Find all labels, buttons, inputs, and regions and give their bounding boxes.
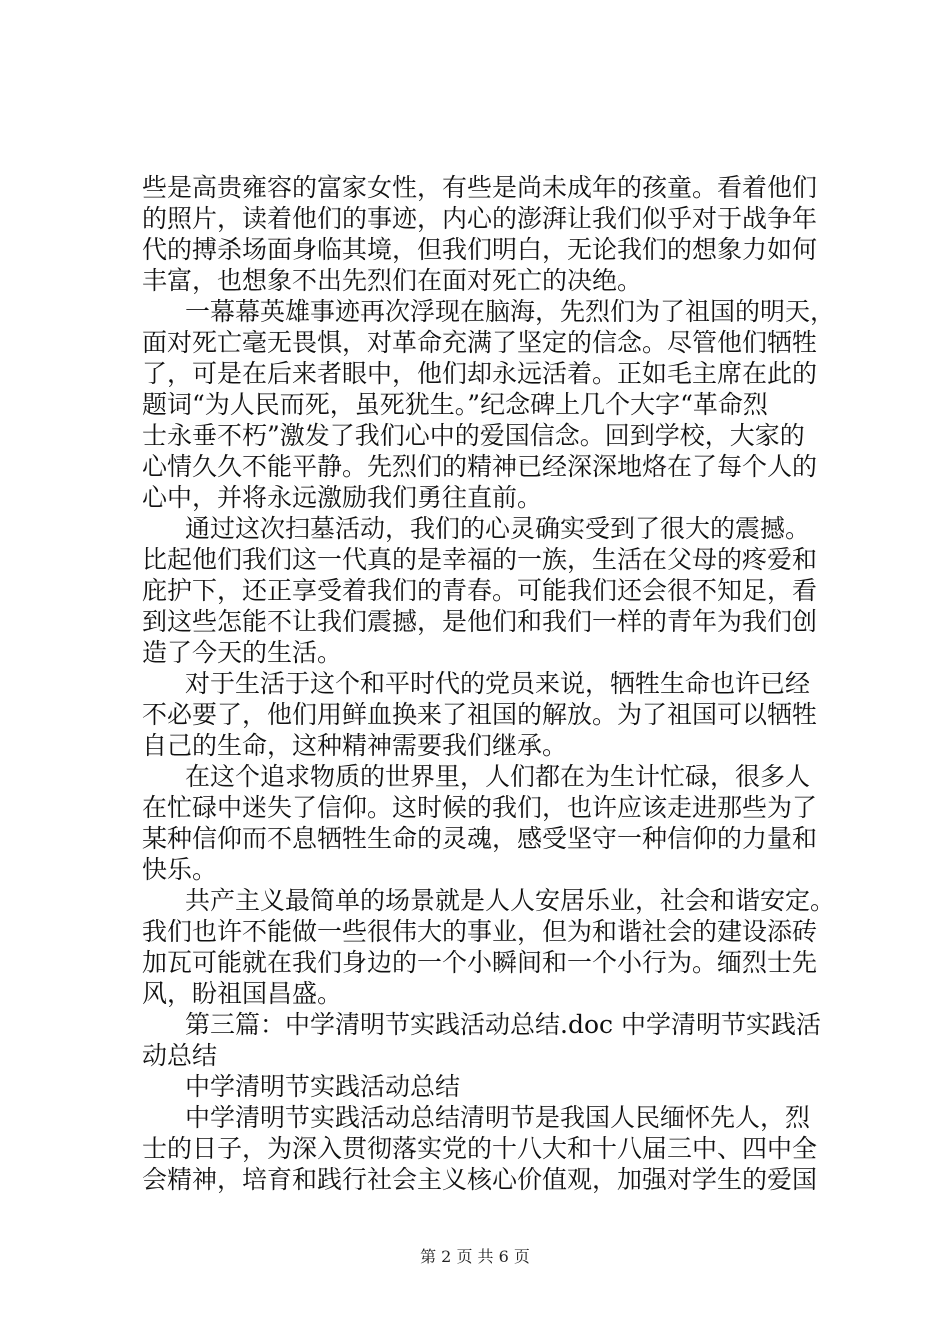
text-line: 了，可是在后来者眼中，他们却永远活着。正如毛主席在此的 — [142, 359, 818, 388]
text-line: 到这些怎能不让我们震撼，是他们和我们一样的青年为我们创 — [142, 607, 818, 636]
text-line: 庇护下，还正享受着我们的青春。可能我们还会很不知足，看 — [142, 576, 818, 605]
text-line: 共产主义最简单的场景就是人人安居乐业，社会和谐安定。 — [185, 886, 836, 915]
text-line: 第三篇：中学清明节实践活动总结.doc 中学清明节实践活 — [185, 1010, 821, 1039]
text-line: 题词“为人民而死，虽死犹生。”纪念碑上几个大字“革命烈 — [142, 390, 768, 419]
text-line: 快乐。 — [142, 855, 218, 884]
text-line: 会精神，培育和践行社会主义核心价值观，加强对学生的爱国 — [142, 1165, 818, 1194]
text-line: 动总结 — [142, 1041, 218, 1070]
text-line: 在这个追求物质的世界里，人们都在为生计忙碌，很多人 — [185, 762, 811, 791]
text-line: 加瓦可能就在我们身边的一个小瞬间和一个小行为。缅烈士先 — [142, 948, 818, 977]
text-line: 比起他们我们这一代真的是幸福的一族，生活在父母的疼爱和 — [142, 545, 818, 574]
text-line: 中学清明节实践活动总结清明节是我国人民缅怀先人，烈 — [185, 1103, 811, 1132]
text-line: 些是高贵雍容的富家女性，有些是尚未成年的孩童。看着他们 — [142, 173, 818, 202]
text-line: 造了今天的生活。 — [142, 638, 343, 667]
text-line: 士永垂不朽”激发了我们心中的爱国信念。回到学校，大家的 — [142, 421, 805, 450]
text-line: 在忙碌中迷失了信仰。这时候的我们，也许应该走进那些为了 — [142, 793, 818, 822]
text-line: 我们也许不能做一些很伟大的事业，但为和谐社会的建设添砖 — [142, 917, 818, 946]
text-line: 的照片，读着他们的事迹，内心的澎湃让我们似乎对于战争年 — [142, 204, 818, 233]
text-line: 风，盼祖国昌盛。 — [142, 979, 343, 1008]
text-line: 代的搏杀场面身临其境，但我们明白，无论我们的想象力如何 — [142, 235, 818, 264]
text-line: 士的日子，为深入贯彻落实党的十八大和十八届三中、四中全 — [142, 1134, 818, 1163]
document-body — [142, 172, 842, 1195]
text-line: 某种信仰而不息牺牲生命的灵魂，感受坚守一种信仰的力量和 — [142, 824, 818, 853]
text-line: 心情久久不能平静。先烈们的精神已经深深地烙在了每个人的 — [142, 452, 818, 481]
text-line: 自己的生命，这种精神需要我们继承。 — [142, 731, 568, 760]
text-line: 丰富，也想象不出先烈们在面对死亡的决绝。 — [142, 266, 643, 295]
text-line: 不必要了，他们用鲜血换来了祖国的解放。为了祖国可以牺牲 — [142, 700, 818, 729]
text-line: 面对死亡毫无畏惧，对革命充满了坚定的信念。尽管他们牺牲 — [142, 328, 818, 357]
page-footer: 第 2 页 共 6 页 — [420, 1247, 530, 1266]
text-line: 心中，并将永远激励我们勇往直前。 — [142, 483, 543, 512]
text-line: 通过这次扫墓活动，我们的心灵确实受到了很大的震撼。 — [185, 514, 811, 543]
text-line: 中学清明节实践活动总结 — [185, 1072, 461, 1101]
text-line: 一幕幕英雄事迹再次浮现在脑海，先烈们为了祖国的明天， — [185, 297, 836, 326]
text-line: 对于生活于这个和平时代的党员来说，牺牲生命也许已经 — [185, 669, 811, 698]
